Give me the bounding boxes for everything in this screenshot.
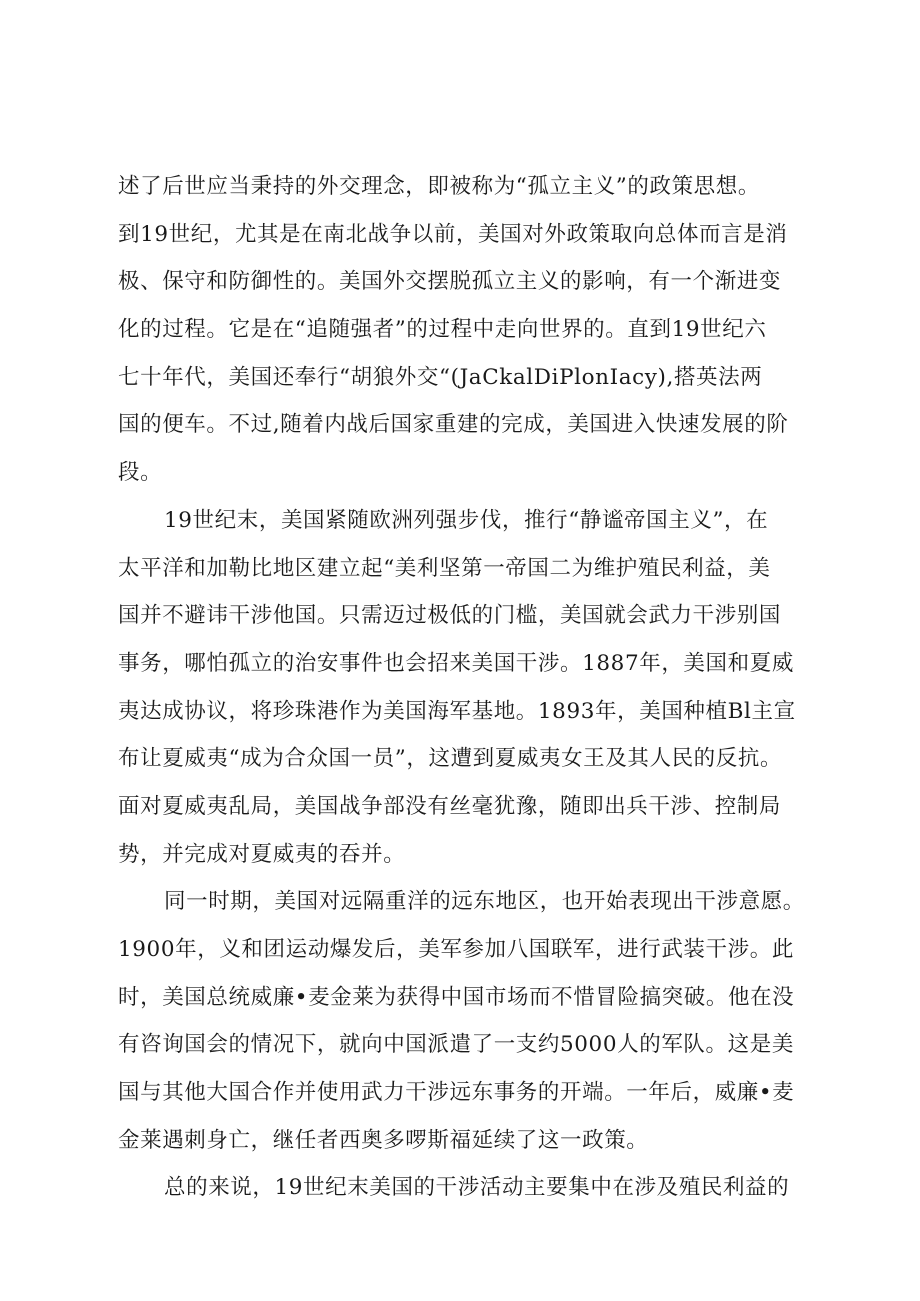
text-line: 布让夏威夷“成为合众国一员”，这遭到夏威夷女王及其人民的反抗。 xyxy=(118,746,783,772)
text-line: 化的过程。它是在“追随强者”的过程中走向世界的。直到19世纪六 xyxy=(118,317,767,343)
text-line: 夷达成协议，将珍珠港作为美国海军基地。1893年，美国种植Bl主宣 xyxy=(118,698,796,724)
text-line: 时，美国总统威廉•麦金莱为获得中国市场而不惜冒险搞突破。他在没 xyxy=(118,984,795,1010)
text-line: 总的来说，19世纪末美国的干涉活动主要集中在涉及殖民利益的 xyxy=(164,1175,790,1201)
text-line: 国的便车。不过,随着内战后国家重建的完成，美国进入快速发展的阶 xyxy=(118,412,789,438)
text-line: 1900年，义和团运动爆发后，美军参加八国联军，进行武装干涉。此 xyxy=(118,937,794,962)
text-line: 同一时期，美国对远隔重洋的远东地区，也开始表现出干涉意愿。 xyxy=(164,889,805,915)
text-line: 金莱遇刺身亡，继任者西奥多啰斯福延续了这一政策。 xyxy=(118,1127,649,1153)
text-line: 面对夏威夷乱局，美国战争部没有丝毫犹豫，随即出兵干涉、控制局 xyxy=(118,793,782,819)
paragraph-1 xyxy=(118,163,818,497)
text-line: 国与其他大国合作并使用武力干涉远东事务的开端。一年后，威廉•麦 xyxy=(118,1080,795,1106)
text-line: 到19世纪，尤其是在南北战争以前，美国对外政策取向总体而言是消 xyxy=(118,221,788,247)
paragraph-3 xyxy=(118,878,818,1164)
paragraph-2 xyxy=(118,497,818,879)
text-line: 国并不避讳干涉他国。只需迈过极低的门槛，美国就会武力干涉别国 xyxy=(118,603,782,629)
text-line: 势，并完成对夏威夷的吞并。 xyxy=(118,841,406,867)
text-line: 极、保守和防御性的。美国外交摆脱孤立主义的影响，有一个渐进变 xyxy=(118,269,782,295)
document-body xyxy=(118,163,818,1212)
text-line: 事务，哪怕孤立的治安事件也会招来美国干涉。1887年，美国和夏威 xyxy=(118,650,794,676)
text-line: 段。 xyxy=(118,460,163,486)
paragraph-4 xyxy=(118,1164,818,1212)
text-line: 太平洋和加勒比地区建立起“美利坚第一帝国二为维护殖民利益，美 xyxy=(118,555,771,581)
text-line: 19世纪末，美国紧随欧洲列强步伐，推行“静谧帝国主义”，在 xyxy=(164,507,769,533)
text-line: 七十年代，美国还奉行“胡狼外交“(JaCkalDiPlonIacy),搭英法两 xyxy=(118,364,763,390)
text-line: 有咨询国会的情况下，就向中国派遣了一支约5000人的军队。这是美 xyxy=(118,1032,794,1058)
text-line: 述了后世应当秉持的外交理念，即被称为“孤立主义”的政策思想。 xyxy=(118,174,760,199)
